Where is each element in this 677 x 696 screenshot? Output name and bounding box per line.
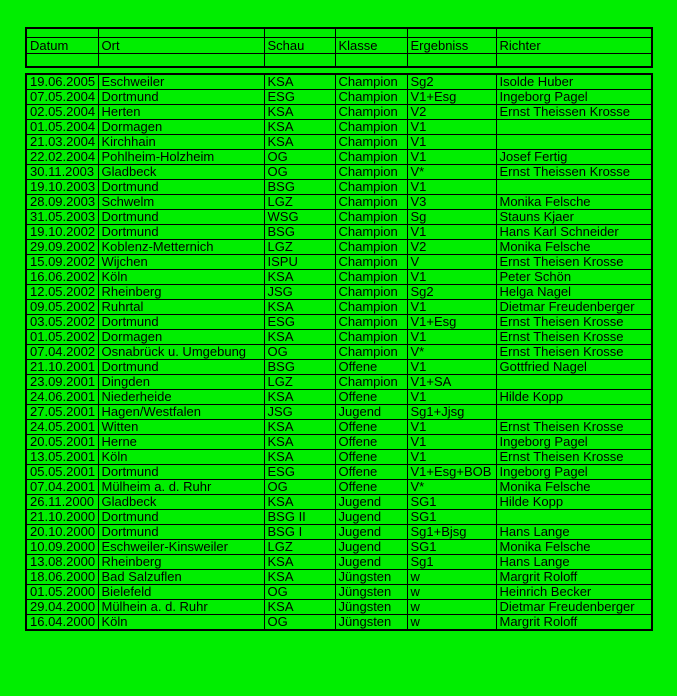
cell-datum: 16.04.2000 [26, 615, 98, 631]
cell-datum: 01.05.2000 [26, 585, 98, 600]
spacer-cell [496, 28, 652, 38]
cell-klasse: Champion [335, 210, 407, 225]
cell-richter: Ernst Theisen Krosse [496, 330, 652, 345]
table-row [26, 360, 652, 375]
cell-richter: Monika Felsche [496, 540, 652, 555]
cell-ort: Dormagen [98, 330, 264, 345]
cell-ort: Witten [98, 420, 264, 435]
header-row [26, 38, 652, 54]
cell-datum: 27.05.2001 [26, 405, 98, 420]
cell-richter [496, 375, 652, 390]
cell-schau: KSA [264, 300, 335, 315]
cell-ort: Dortmund [98, 510, 264, 525]
cell-richter: Helga Nagel [496, 285, 652, 300]
cell-ort: Dortmund [98, 315, 264, 330]
cell-ort: Köln [98, 615, 264, 631]
cell-datum: 09.05.2002 [26, 300, 98, 315]
cell-ort: Dingden [98, 375, 264, 390]
cell-schau: OG [264, 480, 335, 495]
cell-richter [496, 510, 652, 525]
cell-ort: Eschweiler [98, 74, 264, 90]
cell-klasse: Champion [335, 270, 407, 285]
cell-richter [496, 180, 652, 195]
cell-ergebniss: V1 [407, 120, 496, 135]
cell-schau: BSG I [264, 525, 335, 540]
table-row [26, 390, 652, 405]
cell-ergebniss: V1+SA [407, 375, 496, 390]
cell-richter: Ernst Theisen Krosse [496, 345, 652, 360]
table-row [26, 420, 652, 435]
cell-richter: Ernst Theissen Krosse [496, 165, 652, 180]
cell-klasse: Champion [335, 285, 407, 300]
cell-klasse: Offene [335, 465, 407, 480]
cell-richter: Josef Fertig [496, 150, 652, 165]
cell-richter: Heinrich Becker [496, 585, 652, 600]
table-row [26, 285, 652, 300]
column-header-schau: Schau [264, 38, 335, 54]
cell-schau: ISPU [264, 255, 335, 270]
spacer-cell [98, 28, 264, 38]
results-table [25, 73, 653, 631]
cell-ergebniss: V1 [407, 180, 496, 195]
cell-ort: Bad Salzuflen [98, 570, 264, 585]
column-header-klasse: Klasse [335, 38, 407, 54]
table-row [26, 555, 652, 570]
cell-ergebniss: Sg2 [407, 285, 496, 300]
spacer-cell [264, 28, 335, 38]
cell-ergebniss: V1+Esg+BOB [407, 465, 496, 480]
table-row [26, 255, 652, 270]
table-row [26, 405, 652, 420]
cell-klasse: Offene [335, 435, 407, 450]
table-row [26, 180, 652, 195]
cell-datum: 12.05.2002 [26, 285, 98, 300]
cell-datum: 21.03.2004 [26, 135, 98, 150]
table-row [26, 570, 652, 585]
cell-schau: ESG [264, 315, 335, 330]
cell-klasse: Champion [335, 375, 407, 390]
spacer-cell [26, 54, 98, 68]
cell-richter: Monika Felsche [496, 195, 652, 210]
cell-ort: Dortmund [98, 465, 264, 480]
table-row [26, 135, 652, 150]
cell-ort: Mülheim a. d. Ruhr [98, 480, 264, 495]
spacer-row-top [26, 28, 652, 38]
cell-ort: Köln [98, 270, 264, 285]
cell-richter: Margrit Roloff [496, 570, 652, 585]
cell-richter: Hans Lange [496, 555, 652, 570]
cell-schau: BSG [264, 360, 335, 375]
cell-klasse: Jüngsten [335, 600, 407, 615]
cell-schau: KSA [264, 330, 335, 345]
cell-ergebniss: V1 [407, 135, 496, 150]
cell-schau: KSA [264, 120, 335, 135]
spacer-cell [496, 54, 652, 68]
cell-ort: Gladbeck [98, 495, 264, 510]
spacer-cell [335, 54, 407, 68]
cell-klasse: Jüngsten [335, 615, 407, 631]
cell-richter: Ernst Theisen Krosse [496, 420, 652, 435]
cell-ort: Schwelm [98, 195, 264, 210]
table-row [26, 345, 652, 360]
cell-ort: Bielefeld [98, 585, 264, 600]
table-row [26, 225, 652, 240]
cell-klasse: Offene [335, 450, 407, 465]
cell-klasse: Offene [335, 390, 407, 405]
table-row [26, 450, 652, 465]
cell-datum: 29.04.2000 [26, 600, 98, 615]
cell-ort: Herten [98, 105, 264, 120]
cell-datum: 05.05.2001 [26, 465, 98, 480]
cell-klasse: Champion [335, 165, 407, 180]
cell-ergebniss: V* [407, 345, 496, 360]
spacer-cell [335, 28, 407, 38]
cell-schau: BSG [264, 180, 335, 195]
cell-ergebniss: w [407, 600, 496, 615]
cell-ort: Niederheide [98, 390, 264, 405]
cell-richter: Dietmar Freudenberger [496, 300, 652, 315]
cell-schau: OG [264, 585, 335, 600]
cell-ort: Dortmund [98, 525, 264, 540]
cell-schau: KSA [264, 495, 335, 510]
cell-ort: Kirchhain [98, 135, 264, 150]
cell-datum: 01.05.2004 [26, 120, 98, 135]
cell-klasse: Champion [335, 135, 407, 150]
cell-klasse: Champion [335, 225, 407, 240]
cell-datum: 20.10.2000 [26, 525, 98, 540]
cell-klasse: Offene [335, 480, 407, 495]
cell-datum: 07.05.2004 [26, 90, 98, 105]
cell-richter [496, 120, 652, 135]
cell-datum: 28.09.2003 [26, 195, 98, 210]
cell-richter: Stauns Kjaer [496, 210, 652, 225]
table-row [26, 74, 652, 90]
results-table-body [26, 74, 652, 630]
cell-ergebniss: V2 [407, 240, 496, 255]
cell-klasse: Jüngsten [335, 585, 407, 600]
cell-ort: Mülhein a. d. Ruhr [98, 600, 264, 615]
table-row [26, 585, 652, 600]
cell-datum: 13.08.2000 [26, 555, 98, 570]
table-row [26, 465, 652, 480]
cell-ergebniss: V [407, 255, 496, 270]
cell-richter: Dietmar Freudenberger [496, 600, 652, 615]
spacer-cell [26, 28, 98, 38]
cell-klasse: Champion [335, 120, 407, 135]
cell-klasse: Champion [335, 240, 407, 255]
table-row [26, 375, 652, 390]
cell-datum: 15.09.2002 [26, 255, 98, 270]
cell-datum: 20.05.2001 [26, 435, 98, 450]
spacer-cell [407, 28, 496, 38]
cell-ort: Pohlheim-Holzheim [98, 150, 264, 165]
table-row [26, 480, 652, 495]
cell-datum: 10.09.2000 [26, 540, 98, 555]
cell-ergebniss: SG1 [407, 495, 496, 510]
cell-schau: LGZ [264, 195, 335, 210]
cell-ergebniss: V1 [407, 300, 496, 315]
cell-ergebniss: V3 [407, 195, 496, 210]
cell-ergebniss: V2 [407, 105, 496, 120]
table-row [26, 195, 652, 210]
cell-ergebniss: Sg [407, 210, 496, 225]
table-row [26, 600, 652, 615]
cell-richter: Ernst Theissen Krosse [496, 105, 652, 120]
cell-datum: 29.09.2002 [26, 240, 98, 255]
cell-klasse: Champion [335, 90, 407, 105]
cell-ergebniss: Sg1+Jjsg [407, 405, 496, 420]
cell-schau: BSG II [264, 510, 335, 525]
column-header-datum: Datum [26, 38, 98, 54]
cell-ort: Dortmund [98, 180, 264, 195]
cell-richter: Margrit Roloff [496, 615, 652, 631]
cell-ergebniss: w [407, 570, 496, 585]
cell-datum: 07.04.2001 [26, 480, 98, 495]
cell-schau: ESG [264, 465, 335, 480]
table-row [26, 540, 652, 555]
cell-ergebniss: V1 [407, 150, 496, 165]
cell-ergebniss: Sg2 [407, 74, 496, 90]
header-table [25, 27, 653, 68]
cell-klasse: Jüngsten [335, 570, 407, 585]
cell-schau: WSG [264, 210, 335, 225]
cell-datum: 21.10.2001 [26, 360, 98, 375]
cell-klasse: Jugend [335, 495, 407, 510]
cell-klasse: Jugend [335, 510, 407, 525]
cell-richter: Ingeborg Pagel [496, 465, 652, 480]
table-row [26, 510, 652, 525]
cell-ergebniss: V* [407, 165, 496, 180]
cell-ort: Dortmund [98, 210, 264, 225]
cell-schau: LGZ [264, 240, 335, 255]
table-row [26, 120, 652, 135]
cell-klasse: Champion [335, 255, 407, 270]
cell-schau: KSA [264, 555, 335, 570]
table-row [26, 315, 652, 330]
cell-klasse: Champion [335, 195, 407, 210]
cell-schau: ESG [264, 90, 335, 105]
cell-ort: Herne [98, 435, 264, 450]
cell-datum: 07.04.2002 [26, 345, 98, 360]
cell-datum: 13.05.2001 [26, 450, 98, 465]
cell-richter: Ingeborg Pagel [496, 435, 652, 450]
table-row [26, 105, 652, 120]
cell-klasse: Champion [335, 300, 407, 315]
cell-schau: JSG [264, 285, 335, 300]
cell-ort: Dormagen [98, 120, 264, 135]
cell-richter: Ernst Theisen Krosse [496, 450, 652, 465]
cell-klasse: Jugend [335, 540, 407, 555]
cell-datum: 18.06.2000 [26, 570, 98, 585]
cell-datum: 19.10.2003 [26, 180, 98, 195]
cell-richter: Monika Felsche [496, 480, 652, 495]
cell-richter: Hilde Kopp [496, 495, 652, 510]
cell-datum: 23.09.2001 [26, 375, 98, 390]
cell-ergebniss: V1 [407, 360, 496, 375]
spacer-cell [98, 54, 264, 68]
table-row [26, 240, 652, 255]
table-row [26, 300, 652, 315]
cell-richter: Monika Felsche [496, 240, 652, 255]
cell-schau: LGZ [264, 540, 335, 555]
table-row [26, 90, 652, 105]
cell-schau: KSA [264, 435, 335, 450]
cell-richter: Peter Schön [496, 270, 652, 285]
cell-schau: KSA [264, 135, 335, 150]
cell-datum: 22.02.2004 [26, 150, 98, 165]
cell-datum: 16.06.2002 [26, 270, 98, 285]
cell-ergebniss: V1+Esg [407, 315, 496, 330]
cell-datum: 31.05.2003 [26, 210, 98, 225]
cell-datum: 24.06.2001 [26, 390, 98, 405]
cell-ort: Rheinberg [98, 285, 264, 300]
cell-ort: Osnabrück u. Umgebung [98, 345, 264, 360]
cell-richter [496, 135, 652, 150]
table-row [26, 150, 652, 165]
cell-ergebniss: V1 [407, 420, 496, 435]
cell-richter: Ernst Theisen Krosse [496, 315, 652, 330]
cell-schau: KSA [264, 420, 335, 435]
cell-klasse: Offene [335, 360, 407, 375]
cell-klasse: Champion [335, 74, 407, 90]
cell-richter: Hans Lange [496, 525, 652, 540]
cell-datum: 01.05.2002 [26, 330, 98, 345]
cell-klasse: Champion [335, 105, 407, 120]
cell-ort: Rheinberg [98, 555, 264, 570]
spacer-cell [407, 54, 496, 68]
cell-ort: Gladbeck [98, 165, 264, 180]
cell-schau: KSA [264, 600, 335, 615]
cell-richter: Gottfried Nagel [496, 360, 652, 375]
cell-klasse: Champion [335, 345, 407, 360]
cell-ergebniss: V1 [407, 330, 496, 345]
cell-klasse: Jugend [335, 405, 407, 420]
table-row [26, 615, 652, 631]
cell-klasse: Champion [335, 315, 407, 330]
cell-datum: 19.10.2002 [26, 225, 98, 240]
cell-ort: Köln [98, 450, 264, 465]
cell-ort: Ruhrtal [98, 300, 264, 315]
cell-schau: OG [264, 150, 335, 165]
cell-klasse: Champion [335, 150, 407, 165]
cell-ergebniss: V1+Esg [407, 90, 496, 105]
cell-ergebniss: V1 [407, 225, 496, 240]
cell-ort: Wijchen [98, 255, 264, 270]
cell-schau: JSG [264, 405, 335, 420]
cell-ergebniss: Sg1+Bjsg [407, 525, 496, 540]
cell-ergebniss: SG1 [407, 510, 496, 525]
cell-klasse: Jugend [335, 555, 407, 570]
cell-richter: Isolde Huber [496, 74, 652, 90]
cell-datum: 24.05.2001 [26, 420, 98, 435]
cell-ort: Dortmund [98, 360, 264, 375]
column-header-ort: Ort [98, 38, 264, 54]
table-row [26, 435, 652, 450]
cell-ergebniss: V* [407, 480, 496, 495]
column-header-ergebniss: Ergebniss [407, 38, 496, 54]
cell-schau: KSA [264, 105, 335, 120]
cell-ergebniss: SG1 [407, 540, 496, 555]
cell-schau: OG [264, 165, 335, 180]
cell-richter [496, 405, 652, 420]
table-row [26, 270, 652, 285]
cell-klasse: Champion [335, 330, 407, 345]
column-header-richter: Richter [496, 38, 652, 54]
cell-datum: 19.06.2005 [26, 74, 98, 90]
cell-ort: Dortmund [98, 90, 264, 105]
cell-schau: KSA [264, 450, 335, 465]
cell-klasse: Jugend [335, 525, 407, 540]
cell-schau: KSA [264, 570, 335, 585]
cell-ort: Dortmund [98, 225, 264, 240]
results-sheet [25, 27, 653, 631]
cell-ergebniss: w [407, 615, 496, 631]
cell-richter: Hans Karl Schneider [496, 225, 652, 240]
cell-richter: Ingeborg Pagel [496, 90, 652, 105]
cell-datum: 21.10.2000 [26, 510, 98, 525]
cell-datum: 02.05.2004 [26, 105, 98, 120]
cell-richter: Hilde Kopp [496, 390, 652, 405]
table-row [26, 165, 652, 180]
cell-ergebniss: Sg1 [407, 555, 496, 570]
cell-schau: KSA [264, 270, 335, 285]
cell-klasse: Champion [335, 180, 407, 195]
cell-schau: BSG [264, 225, 335, 240]
cell-schau: OG [264, 345, 335, 360]
cell-datum: 30.11.2003 [26, 165, 98, 180]
table-row [26, 330, 652, 345]
table-row [26, 210, 652, 225]
cell-ergebniss: V1 [407, 450, 496, 465]
cell-ort: Hagen/Westfalen [98, 405, 264, 420]
cell-schau: KSA [264, 390, 335, 405]
cell-ergebniss: V1 [407, 270, 496, 285]
cell-ergebniss: V1 [407, 390, 496, 405]
table-row [26, 525, 652, 540]
cell-ort: Koblenz-Metternich [98, 240, 264, 255]
cell-schau: OG [264, 615, 335, 631]
spacer-cell [264, 54, 335, 68]
cell-datum: 26.11.2000 [26, 495, 98, 510]
table-row [26, 495, 652, 510]
cell-ergebniss: V1 [407, 435, 496, 450]
spacer-row-bottom [26, 54, 652, 68]
cell-ort: Eschweiler-Kinsweiler [98, 540, 264, 555]
cell-schau: LGZ [264, 375, 335, 390]
cell-datum: 03.05.2002 [26, 315, 98, 330]
cell-schau: KSA [264, 74, 335, 90]
cell-ergebniss: w [407, 585, 496, 600]
cell-richter: Ernst Theisen Krosse [496, 255, 652, 270]
cell-klasse: Offene [335, 420, 407, 435]
